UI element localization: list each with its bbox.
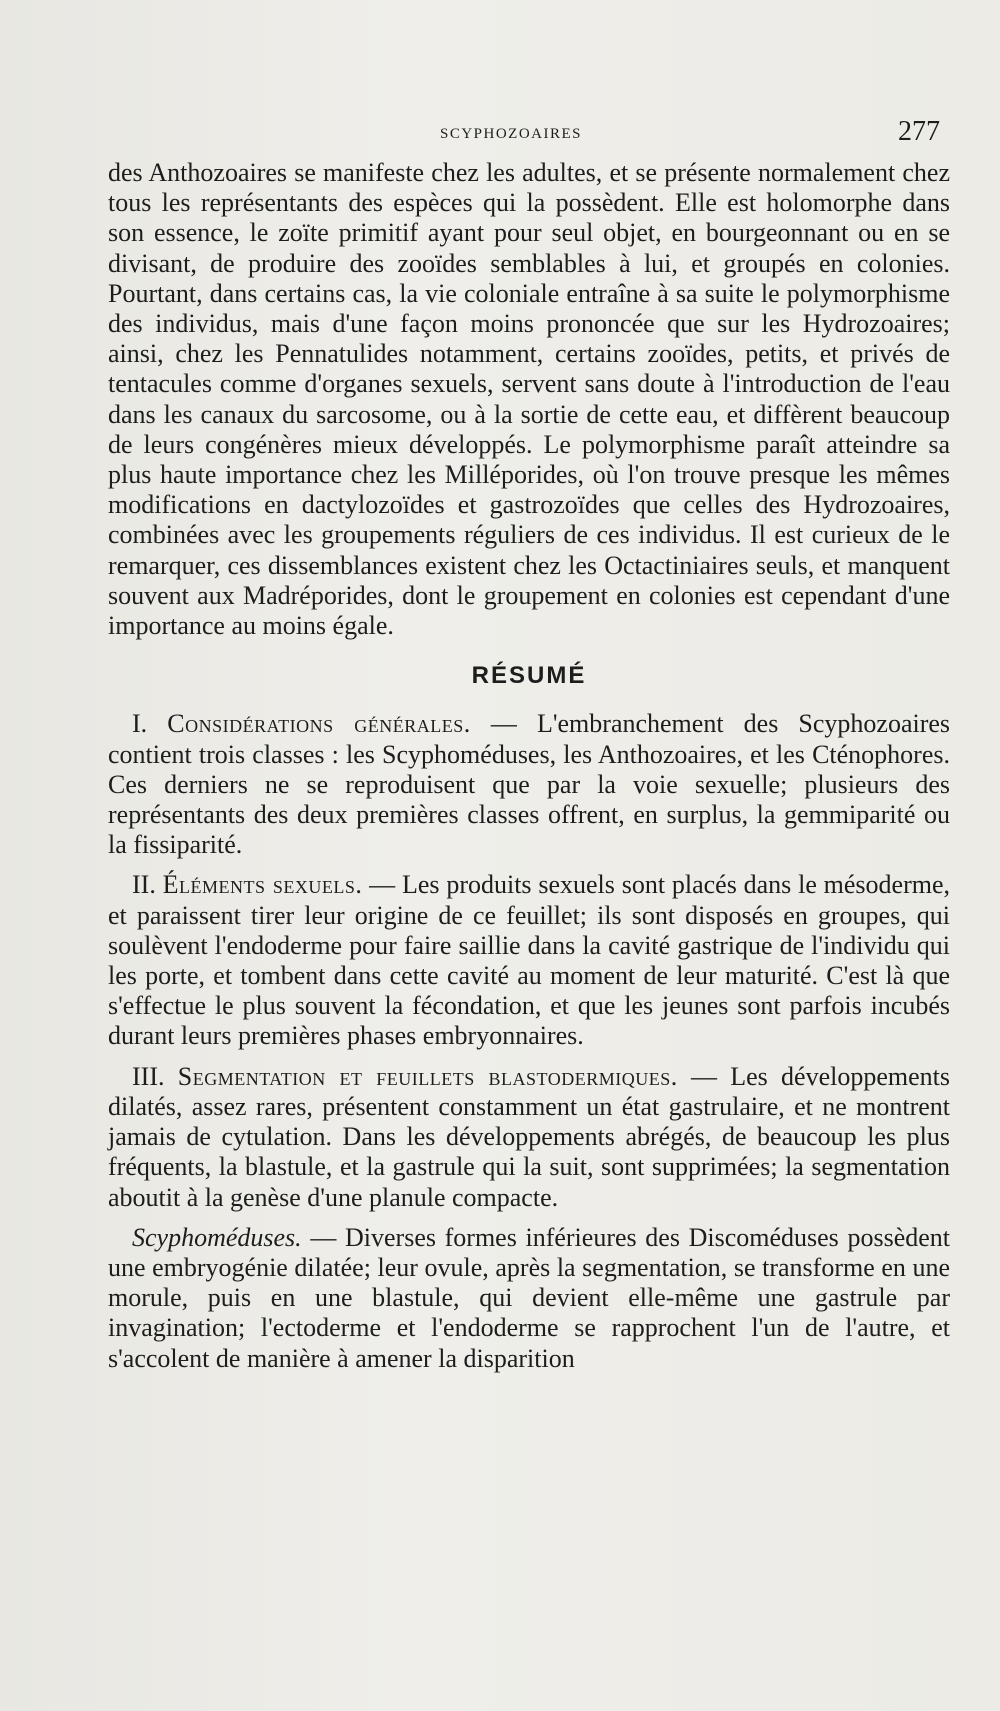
subsection-heading: Scyphoméduses. bbox=[132, 1222, 302, 1252]
section-dash: — bbox=[369, 870, 396, 900]
section-dash: — bbox=[690, 1061, 717, 1091]
section-text: Les produits sexuels sont placés dans le mésoderme, et paraissent tirer leur origine de ce feuillet; ils sont disposés en groupes, qui soulèvent l'endoderme pour faire saillie dans la cavité gastrique de l'individu qui les porte, et tombent dans cette cavité au moment de leur maturité. C'est là que s'effectue le plus souvent la fécondation, et que les jeunes sont parfois incubés durant leurs premières phases embryonnaires. bbox=[108, 870, 951, 1051]
subsection-text: Diverses formes inférieures des Discoméduses possèdent une embryogénie dilatée; leur ovule, après la segmentation, se transforme en une morule, puis en une blastule, qui devient elle-même une gastrule par invagination; l'ectoderme et l'endoderme se rapprochent l'un de l'autre, et s'accolent de manière à amener la disparition bbox=[108, 1222, 950, 1373]
subsection-dash: — bbox=[310, 1222, 337, 1252]
section-title: RÉSUMÉ bbox=[471, 662, 587, 690]
subsection-scyphomeduses bbox=[108, 1223, 950, 1374]
section-heading: Segmentation et feuillets blastodermiques. bbox=[177, 1061, 678, 1091]
running-head: SCYPHOZOAIRES bbox=[440, 126, 583, 142]
page-number: 277 bbox=[898, 116, 940, 147]
page-body bbox=[108, 158, 950, 1374]
section-heading: Considérations générales. bbox=[167, 709, 471, 739]
continued-paragraph: des Anthozoaires se manifeste chez les adultes, et se présente normalement chez tous les représentants des espèces qui la possèdent. Elle est holomorphe dans son essence, le zoïte primitif ayant pour seul objet, en bourgeonnant ou en se divisant, de produire des zooïdes semblables à lui, et groupés en colonies. Pourtant, dans certains cas, la vie coloniale entraîne à sa suite le polymorphisme des individus, mais d'une façon moins prononcée que sur les Hydrozoaires; ainsi, chez les Pennatulides notamment, certains zooïdes, petits, et privés de tentacules comme d'organes sexuels, servent sans doute à l'introduction de l'eau dans les canaux du sarcosome, ou à la sortie de cette eau, et diffèrent beaucoup de leurs congénères mieux développés. Le polymorphisme paraît atteindre sa plus haute importance chez les Milléporides, où l'on trouve presque les mêmes modifications en dactylozoïdes et gastrozoïdes que celles des Hydrozoaires, combinées avec les groupements réguliers de ces individus. Il est curieux de le remarquer, ces dissemblances existent chez les Octactiniaires seuls, et manquent souvent aux Madréporides, dont le groupement en colonies est cependant d'une importance au moins égale. bbox=[108, 158, 950, 641]
page-header bbox=[0, 116, 1000, 146]
summary-section-1 bbox=[108, 709, 950, 860]
summary-section-3 bbox=[108, 1062, 950, 1213]
summary-section-2 bbox=[108, 870, 950, 1051]
section-text: Les développements dilatés, assez rares, présentent constamment un état gastrulaire, et ne montrent jamais de cytulation. Dans les développements abrégés, de beaucoup les plus fréquents, la blastule, et la gastrule qui la suit, sont supprimées; la segmentation aboutit à la genèse d'une planule compacte. bbox=[108, 1061, 950, 1212]
section-heading: Éléments sexuels. bbox=[162, 870, 363, 900]
section-numeral: I. bbox=[132, 709, 148, 739]
section-numeral: III. bbox=[132, 1061, 165, 1091]
section-text: L'embranchement des Scyphozoaires contient trois classes : les Scyphoméduses, les Anthozoaires, et les Cténophores. Ces derniers ne se reproduisent que par la voie sexuelle; plusieurs des représentants des deux premières classes offrent, en surplus, la gemmiparité ou la fissiparité. bbox=[108, 709, 951, 860]
section-numeral: II. bbox=[132, 870, 156, 900]
section-dash: — bbox=[490, 709, 517, 739]
